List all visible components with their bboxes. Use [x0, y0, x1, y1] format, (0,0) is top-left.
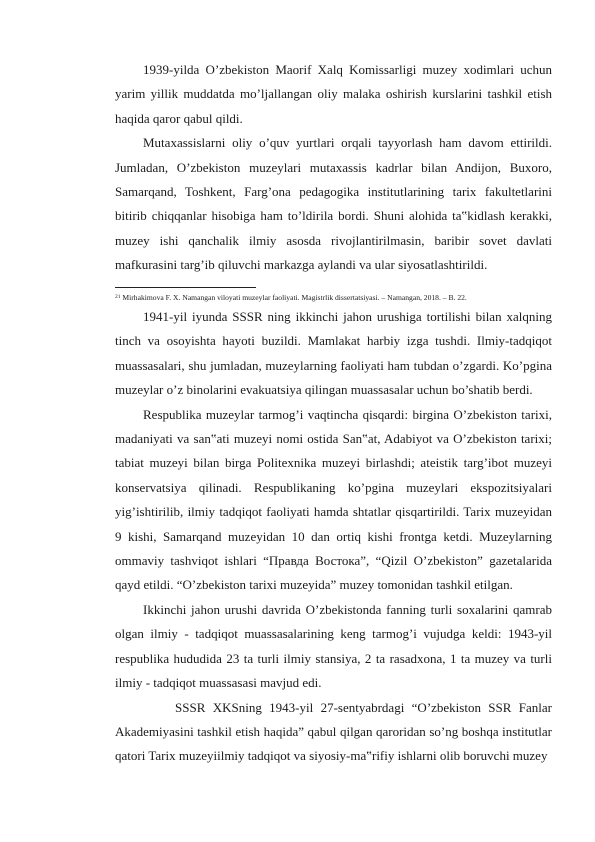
paragraph-academy-of-sciences: SSSR XKSning 1943-yil 27-sentyabrdagi “O’zbekiston SSR Fanlar Akademiyasini tashkil etish haqida” qabul qilgan qaroridan so’ng boshqa institutlar qatori Tarix muzeyiilmiy tadqiqot va siyosiy-ma‟rifiy ishlarni olib boruvchi muzey	[115, 699, 552, 764]
footnote	[115, 292, 555, 303]
footnote-text: Mirhakimova F. X. Namangan viloyati muzeylar faoliyati. Magistrlik dissertatsiyasi. – Namangan, 2018. – B. 22.	[122, 293, 467, 302]
footnote-number: 21	[115, 294, 121, 300]
main-text-top	[115, 58, 552, 278]
paragraph-1941-war: 1941-yil iyunda SSSR ning ikkinchi jahon urushiga tortilishi bilan xalqning tinch va osoyishta hayoti buzildi. Mamlakat harbiy izga tushdi. Ilmiy-tadqiqot muassasalari, shu jumladan, muzeylarning faoliyati ham tubdan o’zgardi. Ko’pgina muzeylar o’z binolarini evakuatsiya qilingan muassasalar uchun bo’shatib berdi.	[115, 309, 552, 398]
paragraph-research-institutions: Ikkinchi jahon urushi davrida O’zbekistonda fanning turli soxalarini qamrab olgan ilmiy - tadqiqot muassasalarining keng tarmog’i vujudga keldi: 1943-yil respublika hududida 23 ta turli ilmiy stansiya, 2 ta rasadxona, 1 ta muzey va turli ilmiy - tadqiqot muassasasi mavjud edi.	[115, 601, 552, 691]
paragraph-1939-courses: 1939-yilda O’zbekiston Maorif Xalq Komissarligi muzey xodimlari uchun yarim yillik muddatda mo’ljallangan oliy malaka oshirish kurslarini tashkil etish haqida qaror qabul qildi.	[115, 62, 552, 126]
paragraph-specialist-training: Mutaxassislarni oliy o’quv yurtlari orqali tayyorlash ham davom ettirildi. Jumladan, O’zbekiston muzeylari mutaxassis kadrlar bilan Andijon, Buxoro, Samarqand, Toshkent, Farg’ona pedagogika institutlarining tarix fakultetlarini bitirib chiqqanlar hisobiga ham to’ldirila bordi. Shuni alohida ta‟kidlash kerakki, muzey ishi qanchalik ilmiy asosda rivojlantirilmasin, baribir sovet davlati mafkurasini targ’ib qiluvchi markazga aylandi va ular siyosatlashtirildi.	[115, 135, 552, 273]
paragraph-museum-network: Respublika muzeylar tarmog’i vaqtincha qisqardi: birgina O’zbekiston tarixi, madaniyati va san‟ati muzeyi nomi ostida San‟at, Adabiyot va O’zbekiston tarixi; tabiat muzeyi bilan birga Politexnika muzeyi birlashdi; ateistik targ’ibot muzeyi konservatsiya qilinadi. Respublikaning ko’pgina muzeylari ekspozitsiyalari yig’ishtirilib, ilmiy tadqiqot faoliyati hamda shtatlar qisqartirildi. Tarix muzeyidan 9 kishi, Samarqand muzeyidan 10 dan ortiq kishi frontga ketdi. Muzeylarning ommaviy tashviqot ishlari “Правда Востока”, “Qizil O’zbekiston” gazetalarida qayd etildi. “O’zbekiston tarixi muzeyida” muzey tomonidan tashkil etilgan.	[115, 406, 552, 593]
main-text-bottom	[115, 305, 552, 769]
footnote-separator	[115, 287, 256, 288]
